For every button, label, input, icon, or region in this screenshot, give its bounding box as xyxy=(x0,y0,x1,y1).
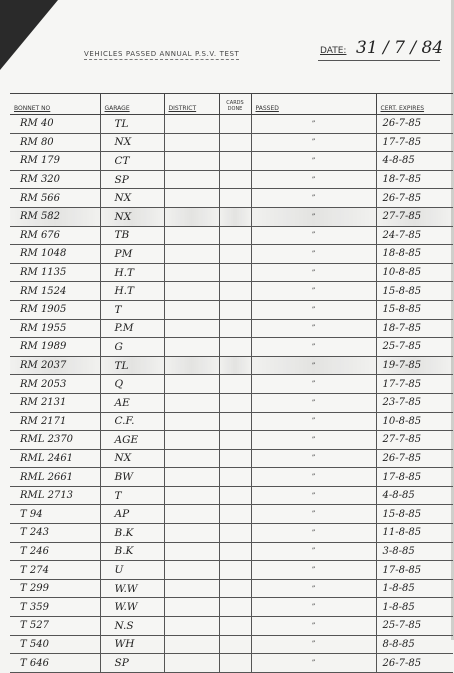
cert-expires-cell: 27-7-85 xyxy=(376,207,453,226)
bonnet-no-cell: T 274 xyxy=(10,561,100,580)
district-cell xyxy=(164,654,219,673)
passed-cell: ” xyxy=(251,431,376,450)
district-cell xyxy=(164,393,219,412)
cards-done-cell xyxy=(219,226,251,245)
bonnet-no-cell: T 243 xyxy=(10,524,100,543)
table-row xyxy=(10,468,453,487)
passed-cell: ” xyxy=(251,542,376,561)
district-cell xyxy=(164,133,219,152)
garage-cell: H.T xyxy=(100,282,164,301)
table-row xyxy=(10,170,453,189)
district-cell xyxy=(164,449,219,468)
cards-done-cell xyxy=(219,505,251,524)
cards-done-cell xyxy=(219,468,251,487)
cert-expires-cell: 8-8-85 xyxy=(376,635,453,654)
garage-cell: C.F. xyxy=(100,412,164,431)
district-cell xyxy=(164,115,219,134)
cert-expires-cell: 27-7-85 xyxy=(376,431,453,450)
garage-cell: B.K xyxy=(100,524,164,543)
cards-done-cell xyxy=(219,617,251,636)
garage-cell: Q xyxy=(100,375,164,394)
table-row xyxy=(10,115,453,134)
column-header-cards-done: CARDS DONE xyxy=(219,94,251,115)
bonnet-no-cell: RML 2370 xyxy=(10,431,100,450)
cert-expires-cell: 17-8-85 xyxy=(376,468,453,487)
cards-done-cell xyxy=(219,375,251,394)
cards-done-cell xyxy=(219,635,251,654)
bonnet-no-cell: T 527 xyxy=(10,617,100,636)
bonnet-no-cell: RM 676 xyxy=(10,226,100,245)
cards-done-cell xyxy=(219,338,251,357)
district-cell xyxy=(164,617,219,636)
table-row xyxy=(10,207,453,226)
table-row xyxy=(10,617,453,636)
cert-expires-cell: 17-7-85 xyxy=(376,133,453,152)
passed-cell: ” xyxy=(251,170,376,189)
bonnet-no-cell: T 359 xyxy=(10,598,100,617)
bonnet-no-cell: T 299 xyxy=(10,579,100,598)
district-cell xyxy=(164,226,219,245)
cards-done-cell xyxy=(219,449,251,468)
passed-cell: ” xyxy=(251,245,376,264)
date-label: DATE: xyxy=(320,46,347,56)
bonnet-no-cell: T 94 xyxy=(10,505,100,524)
bonnet-no-cell: T 540 xyxy=(10,635,100,654)
garage-cell: TB xyxy=(100,226,164,245)
garage-cell: BW xyxy=(100,468,164,487)
table-row xyxy=(10,338,453,357)
bonnet-no-cell: RM 179 xyxy=(10,152,100,171)
cards-done-cell xyxy=(219,579,251,598)
district-cell xyxy=(164,282,219,301)
garage-cell: W.W xyxy=(100,598,164,617)
cert-expires-cell: 18-7-85 xyxy=(376,170,453,189)
garage-cell: N.S xyxy=(100,617,164,636)
cert-expires-cell: 11-8-85 xyxy=(376,524,453,543)
garage-cell: NX xyxy=(100,133,164,152)
bonnet-no-cell: RM 1955 xyxy=(10,319,100,338)
table-row xyxy=(10,561,453,580)
cards-done-cell xyxy=(219,282,251,301)
district-cell xyxy=(164,338,219,357)
cert-expires-cell: 18-7-85 xyxy=(376,319,453,338)
bonnet-no-cell: T 646 xyxy=(10,654,100,673)
table-row xyxy=(10,133,453,152)
bonnet-no-cell: RM 1905 xyxy=(10,300,100,319)
column-header-passed: PASSED xyxy=(251,94,376,115)
table-row xyxy=(10,449,453,468)
passed-cell: ” xyxy=(251,152,376,171)
column-header-bonnet-no: BONNET NO xyxy=(10,94,100,115)
district-cell xyxy=(164,189,219,208)
garage-cell: AGE xyxy=(100,431,164,450)
cert-expires-cell: 18-8-85 xyxy=(376,245,453,264)
bonnet-no-cell: T 246 xyxy=(10,542,100,561)
table-row xyxy=(10,486,453,505)
vehicle-test-table xyxy=(10,93,453,673)
table-row xyxy=(10,431,453,450)
garage-cell: WH xyxy=(100,635,164,654)
garage-cell: G xyxy=(100,338,164,357)
passed-cell: ” xyxy=(251,561,376,580)
cards-done-cell xyxy=(219,189,251,208)
table-row xyxy=(10,282,453,301)
garage-cell: TL xyxy=(100,115,164,134)
cert-expires-cell: 10-8-85 xyxy=(376,412,453,431)
cards-done-cell xyxy=(219,524,251,543)
cert-expires-cell: 15-8-85 xyxy=(376,282,453,301)
passed-cell: ” xyxy=(251,393,376,412)
table-row xyxy=(10,579,453,598)
passed-cell: ” xyxy=(251,505,376,524)
district-cell xyxy=(164,319,219,338)
date-underline xyxy=(318,60,440,61)
cert-expires-cell: 3-8-85 xyxy=(376,542,453,561)
bonnet-no-cell: RM 1989 xyxy=(10,338,100,357)
bonnet-no-cell: RM 40 xyxy=(10,115,100,134)
district-cell xyxy=(164,356,219,375)
cert-expires-cell: 15-8-85 xyxy=(376,505,453,524)
cards-done-cell xyxy=(219,152,251,171)
cert-expires-cell: 15-8-85 xyxy=(376,300,453,319)
passed-cell: ” xyxy=(251,300,376,319)
district-cell xyxy=(164,263,219,282)
garage-cell: NX xyxy=(100,449,164,468)
bonnet-no-cell: RML 2661 xyxy=(10,468,100,487)
passed-cell: ” xyxy=(251,115,376,134)
document-heading: VEHICLES PASSED ANNUAL P.S.V. TEST xyxy=(84,50,240,58)
bonnet-no-cell: RM 2037 xyxy=(10,356,100,375)
garage-cell: H.T xyxy=(100,263,164,282)
table-row xyxy=(10,226,453,245)
table-row xyxy=(10,654,453,673)
garage-cell: NX xyxy=(100,189,164,208)
garage-cell: T xyxy=(100,300,164,319)
passed-cell: ” xyxy=(251,412,376,431)
district-cell xyxy=(164,524,219,543)
district-cell xyxy=(164,635,219,654)
cards-done-cell xyxy=(219,393,251,412)
cards-done-cell xyxy=(219,598,251,617)
garage-cell: NX xyxy=(100,207,164,226)
garage-cell: P.M xyxy=(100,319,164,338)
cards-done-cell xyxy=(219,431,251,450)
cert-expires-cell: 26-7-85 xyxy=(376,449,453,468)
table-header-row xyxy=(10,94,453,115)
garage-cell: T xyxy=(100,486,164,505)
passed-cell: ” xyxy=(251,189,376,208)
district-cell xyxy=(164,468,219,487)
garage-cell: PM xyxy=(100,245,164,264)
garage-cell: SP xyxy=(100,170,164,189)
cards-done-cell xyxy=(219,654,251,673)
cert-expires-cell: 19-7-85 xyxy=(376,356,453,375)
district-cell xyxy=(164,579,219,598)
cert-expires-cell: 4-8-85 xyxy=(376,152,453,171)
cert-expires-cell: 17-7-85 xyxy=(376,375,453,394)
cert-expires-cell: 25-7-85 xyxy=(376,338,453,357)
table-row xyxy=(10,598,453,617)
garage-cell: B.K xyxy=(100,542,164,561)
passed-cell: ” xyxy=(251,579,376,598)
district-cell xyxy=(164,412,219,431)
cards-done-cell xyxy=(219,561,251,580)
cards-done-cell xyxy=(219,263,251,282)
district-cell xyxy=(164,542,219,561)
cert-expires-cell: 25-7-85 xyxy=(376,617,453,636)
passed-cell: ” xyxy=(251,263,376,282)
cert-expires-cell: 1-8-85 xyxy=(376,579,453,598)
district-cell xyxy=(164,486,219,505)
cert-expires-cell: 1-8-85 xyxy=(376,598,453,617)
cert-expires-cell: 17-8-85 xyxy=(376,561,453,580)
passed-cell: ” xyxy=(251,133,376,152)
table-row xyxy=(10,356,453,375)
district-cell xyxy=(164,431,219,450)
cards-done-cell xyxy=(219,542,251,561)
district-cell xyxy=(164,152,219,171)
passed-cell: ” xyxy=(251,338,376,357)
passed-cell: ” xyxy=(251,207,376,226)
bonnet-no-cell: RML 2461 xyxy=(10,449,100,468)
bonnet-no-cell: RM 1524 xyxy=(10,282,100,301)
cards-done-cell xyxy=(219,412,251,431)
cards-done-cell xyxy=(219,319,251,338)
passed-cell: ” xyxy=(251,635,376,654)
cards-done-cell xyxy=(219,133,251,152)
garage-cell: W.W xyxy=(100,579,164,598)
cert-expires-cell: 24-7-85 xyxy=(376,226,453,245)
bonnet-no-cell: RML 2713 xyxy=(10,486,100,505)
cards-done-cell xyxy=(219,245,251,264)
cert-expires-cell: 26-7-85 xyxy=(376,115,453,134)
table-row xyxy=(10,319,453,338)
garage-cell: AE xyxy=(100,393,164,412)
cards-done-cell xyxy=(219,486,251,505)
district-cell xyxy=(164,245,219,264)
cards-done-cell xyxy=(219,170,251,189)
bonnet-no-cell: RM 582 xyxy=(10,207,100,226)
district-cell xyxy=(164,598,219,617)
passed-cell: ” xyxy=(251,617,376,636)
cert-expires-cell: 10-8-85 xyxy=(376,263,453,282)
table-row xyxy=(10,393,453,412)
bonnet-no-cell: RM 1135 xyxy=(10,263,100,282)
bonnet-no-cell: RM 566 xyxy=(10,189,100,208)
cert-expires-cell: 26-7-85 xyxy=(376,189,453,208)
passed-cell: ” xyxy=(251,486,376,505)
table-row xyxy=(10,542,453,561)
cert-expires-cell: 4-8-85 xyxy=(376,486,453,505)
table-row xyxy=(10,152,453,171)
garage-cell: SP xyxy=(100,654,164,673)
passed-cell: ” xyxy=(251,319,376,338)
garage-cell: CT xyxy=(100,152,164,171)
table-row xyxy=(10,263,453,282)
district-cell xyxy=(164,505,219,524)
passed-cell: ” xyxy=(251,356,376,375)
passed-cell: ” xyxy=(251,468,376,487)
cards-done-cell xyxy=(219,356,251,375)
table-body xyxy=(10,115,453,673)
bonnet-no-cell: RM 1048 xyxy=(10,245,100,264)
district-cell xyxy=(164,561,219,580)
garage-cell: U xyxy=(100,561,164,580)
district-cell xyxy=(164,375,219,394)
garage-cell: AP xyxy=(100,505,164,524)
passed-cell: ” xyxy=(251,375,376,394)
table-row xyxy=(10,505,453,524)
column-header-district: DISTRICT xyxy=(164,94,219,115)
bonnet-no-cell: RM 2131 xyxy=(10,393,100,412)
table-row xyxy=(10,375,453,394)
garage-cell: TL xyxy=(100,356,164,375)
passed-cell: ” xyxy=(251,524,376,543)
table-row xyxy=(10,524,453,543)
table-row xyxy=(10,300,453,319)
column-header-cert-expires: CERT. EXPIRES xyxy=(376,94,453,115)
cards-done-cell xyxy=(219,207,251,226)
district-cell xyxy=(164,300,219,319)
district-cell xyxy=(164,170,219,189)
district-cell xyxy=(164,207,219,226)
column-header-garage: GARAGE xyxy=(100,94,164,115)
date-value: 31 / 7 / 84 xyxy=(356,38,444,58)
cards-done-cell xyxy=(219,115,251,134)
bonnet-no-cell: RM 320 xyxy=(10,170,100,189)
cert-expires-cell: 26-7-85 xyxy=(376,654,453,673)
bonnet-no-cell: RM 2053 xyxy=(10,375,100,394)
bonnet-no-cell: RM 2171 xyxy=(10,412,100,431)
passed-cell: ” xyxy=(251,226,376,245)
table-row xyxy=(10,635,453,654)
folded-corner xyxy=(0,0,58,70)
table-row xyxy=(10,412,453,431)
cert-expires-cell: 23-7-85 xyxy=(376,393,453,412)
table-row xyxy=(10,245,453,264)
passed-cell: ” xyxy=(251,598,376,617)
passed-cell: ” xyxy=(251,654,376,673)
passed-cell: ” xyxy=(251,282,376,301)
bonnet-no-cell: RM 80 xyxy=(10,133,100,152)
table-row xyxy=(10,189,453,208)
passed-cell: ” xyxy=(251,449,376,468)
cards-done-cell xyxy=(219,300,251,319)
